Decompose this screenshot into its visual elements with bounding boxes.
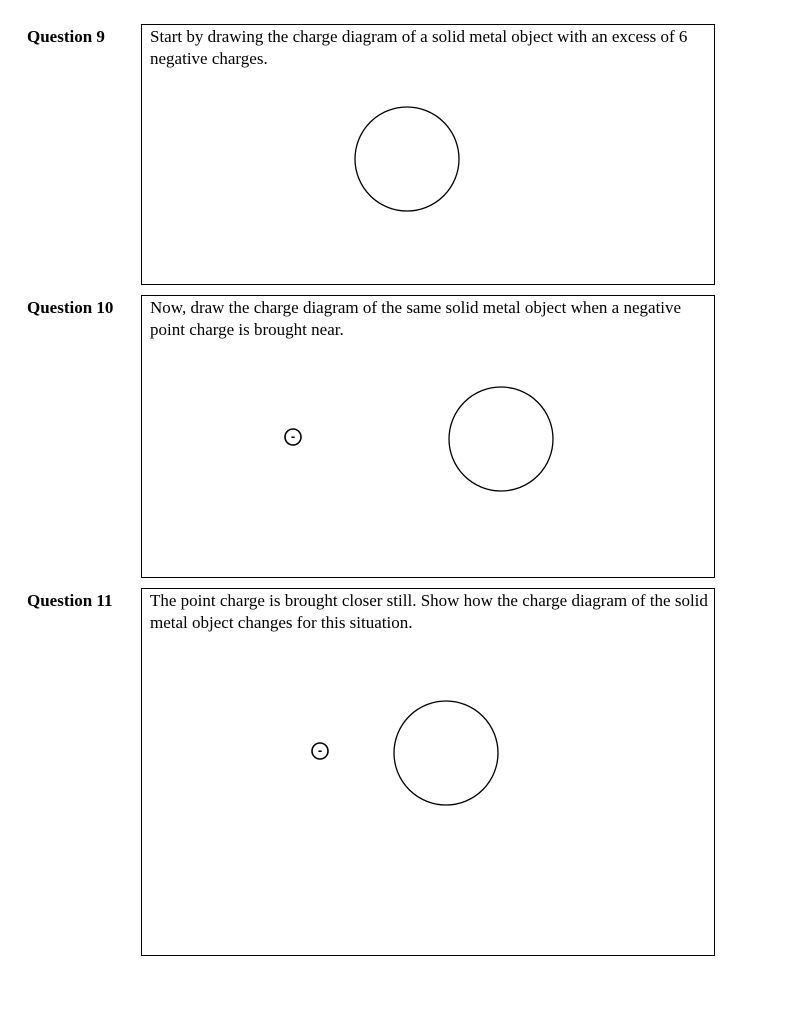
metal-object-circle bbox=[394, 701, 498, 805]
metal-object-circle bbox=[449, 387, 553, 491]
question-11-prompt: The point charge is brought closer still. Show how the charge diagram of the solid metal object changes for this situation. bbox=[150, 591, 708, 632]
point-charge-sign: - bbox=[317, 742, 323, 758]
point-charge-sign: - bbox=[290, 428, 296, 444]
question-9-prompt: Start by drawing the charge diagram of a solid metal object with an excess of 6 negative charges. bbox=[150, 27, 688, 68]
question-10-answer-box[interactable] bbox=[141, 295, 715, 578]
question-10-diagram bbox=[142, 296, 716, 579]
question-9-label: Question 9 bbox=[27, 27, 105, 46]
question-11-answer-box[interactable] bbox=[141, 588, 715, 956]
question-11-diagram bbox=[142, 589, 716, 957]
question-10-label: Question 10 bbox=[27, 298, 114, 317]
question-9-answer-box[interactable] bbox=[141, 24, 715, 285]
question-10-prompt: Now, draw the charge diagram of the same solid metal object when a negative point charge is brought near. bbox=[150, 298, 682, 339]
question-9-diagram bbox=[142, 25, 716, 286]
question-11-label: Question 11 bbox=[27, 591, 113, 610]
metal-object-circle bbox=[355, 107, 459, 211]
